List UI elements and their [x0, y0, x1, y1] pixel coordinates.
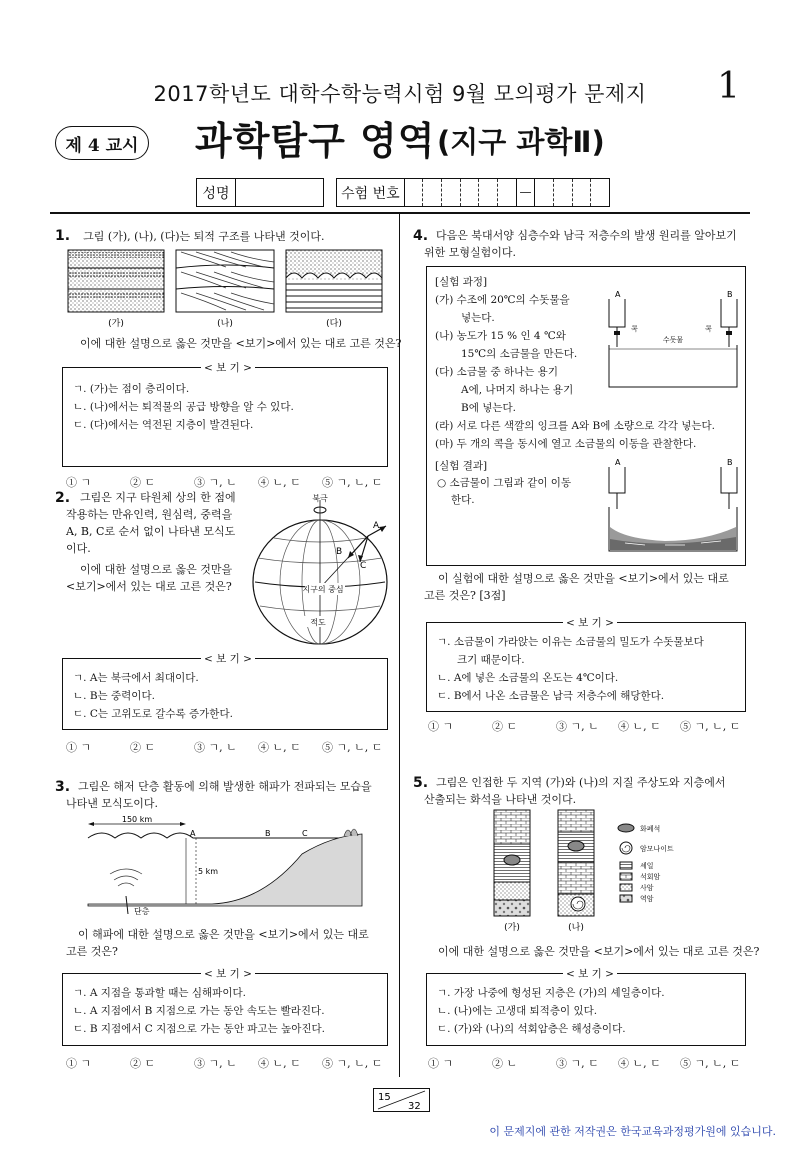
earth-center-label: 지구의 중심 [302, 585, 344, 594]
text-line: 이다. [66, 542, 91, 555]
bogi-title: < 보 기 > [563, 615, 617, 630]
bogi-box [426, 617, 746, 712]
depth-label: 5 km [198, 867, 219, 876]
tap-water-label: 수돗물 [662, 336, 684, 344]
question-5 [413, 772, 428, 791]
subject-title: 과학탐구 영역 [195, 119, 436, 163]
bogi-item: ㄱ. 가장 나중에 형성된 지층은 (가)의 셰일층이다. [437, 987, 665, 999]
digit-cell[interactable] [535, 179, 554, 206]
result-title: [실험 결과] [435, 460, 488, 472]
page-number-top: 1 [717, 66, 740, 107]
procedure-step: 15℃의 소금물을 만든다. [461, 348, 578, 360]
label-na: (나) [217, 319, 233, 329]
bogi-box [62, 653, 388, 730]
bogi-item: ㄷ. C는 고위도로 갈수록 증가한다. [73, 708, 233, 720]
procedure-step: (나) 농도가 15 % 인 4 ℃와 [435, 330, 566, 342]
procedure-step: (가) 수조에 20℃의 수돗물을 [435, 294, 570, 306]
choice-2[interactable]: ② ㄷ [130, 1057, 156, 1070]
question-prompt [424, 570, 729, 604]
choice-5[interactable]: ⑤ ㄱ, ㄴ, ㄷ [322, 741, 383, 754]
question-text [80, 489, 236, 506]
bogi-item: ㄴ. (나)에는 고생대 퇴적층이 있다. [437, 1005, 598, 1017]
question-text: 그림 (가), (나), (다)는 퇴적 구조를 나타낸 것이다. [83, 230, 325, 243]
dash-cell [517, 179, 536, 206]
exam-number-field[interactable] [336, 178, 610, 207]
distance-label: 150 km [121, 815, 153, 824]
bogi-title: < 보 기 > [201, 651, 255, 666]
digit-cell[interactable] [442, 179, 461, 206]
label-da: (다) [326, 319, 342, 329]
procedure-step: (마) 두 개의 콕을 동시에 열고 소금물의 이동을 관찰한다. [435, 438, 697, 450]
legend-item: 화폐석 [640, 825, 661, 833]
cock-label-left: 콕 [631, 325, 638, 333]
answer-choices [66, 1055, 382, 1071]
question-text: 다음은 북대서양 심층수와 남극 저층수의 발생 원리를 알아보기 [436, 229, 737, 242]
bogi-box [426, 968, 746, 1046]
text-line: <보기>에서 있는 대로 고른 것은? [66, 580, 232, 593]
choice-1[interactable]: ① ㄱ [66, 1057, 92, 1070]
question-text: 그림은 인접한 두 지역 (가)와 (나)의 지질 주상도와 지층에서 [436, 776, 726, 789]
procedure-step: A에, 나머지 하나는 용기 [461, 384, 574, 396]
label-na: (나) [568, 923, 584, 933]
procedure-step: 넣는다. [461, 312, 495, 324]
legend-item: 석회암 [640, 873, 661, 881]
digit-cell[interactable] [405, 179, 424, 206]
digit-cell[interactable] [479, 179, 498, 206]
header-rule [50, 212, 750, 214]
legend [618, 824, 674, 903]
bogi-title: < 보 기 > [201, 360, 255, 375]
earth-ellipsoid-figure [248, 488, 396, 648]
choice-5[interactable]: ⑤ ㄱ, ㄴ, ㄷ [680, 720, 741, 733]
column-ga [494, 810, 530, 916]
container-a-label: A [615, 458, 621, 467]
choice-5[interactable]: ⑤ ㄱ, ㄴ, ㄷ [680, 1057, 741, 1070]
digit-cell[interactable] [554, 179, 573, 206]
cock-label-right: 콕 [705, 325, 712, 333]
bogi-item: ㄱ. A 지점을 통과할 때는 심해파이다. [73, 987, 246, 999]
page-indicator [373, 1088, 430, 1112]
bogi-item: ㄷ. B 지점에서 C 지점으로 가는 동안 파고는 높아진다. [73, 1023, 325, 1035]
equator-label: 적도 [310, 618, 326, 627]
procedure-title: [실험 과정] [435, 276, 488, 288]
bogi-box [62, 968, 388, 1046]
question-4 [413, 225, 428, 244]
page-current: 15 [378, 1092, 391, 1103]
bogi-item: ㄴ. B는 중력이다. [73, 690, 155, 702]
digit-cell[interactable] [498, 179, 517, 206]
bogi-item: ㄴ. A 지점에서 B 지점으로 가는 동안 속도는 빨라진다. [73, 1005, 325, 1017]
question-number: 1. [55, 228, 71, 244]
question-text-cont: 나타낸 모식도이다. [66, 797, 159, 810]
bogi-title: < 보 기 > [563, 966, 617, 981]
procedure-step: (다) 소금물 중 하나는 용기 [435, 366, 558, 378]
point-b-label: B [265, 829, 271, 838]
exam-number-label: 수험 번호 [337, 179, 405, 206]
text-line: 고른 것은? [3점] [424, 589, 506, 602]
question-number: 4. [413, 228, 429, 244]
dash: — [519, 185, 532, 199]
bogi-item: ㄴ. (나)에서는 퇴적물의 공급 방향을 알 수 있다. [73, 401, 294, 413]
text-line: 이 실험에 대한 설명으로 옳은 것만을 <보기>에서 있는 대로 [438, 572, 729, 585]
choice-4[interactable]: ④ ㄴ, ㄷ [258, 476, 301, 489]
subject-subtitle: (지구 과학Ⅱ) [437, 125, 605, 159]
choice-3[interactable]: ③ ㄱ, ㄴ [194, 1057, 237, 1070]
digit-cell[interactable] [573, 179, 592, 206]
question-3 [55, 776, 70, 795]
legend-item: 사암 [640, 884, 654, 892]
fault-label: 단층 [134, 907, 150, 916]
session-badge: 제 4 교시 [55, 126, 149, 160]
question-text: 그림은 해저 단층 활동에 의해 발생한 해파가 전파되는 모습을 [78, 780, 372, 793]
bogi-item: ㄱ. A는 북극에서 최대이다. [73, 672, 199, 684]
question-prompt: 이에 대한 설명으로 옳은 것만을 <보기>에서 있는 대로 고른 것은? [438, 945, 760, 958]
procedure-step: (라) 서로 다른 색깔의 잉크를 A와 B에 소량으로 각각 넣는다. [435, 420, 716, 432]
digit-cell[interactable] [461, 179, 480, 206]
text-line: 고른 것은? [66, 945, 118, 958]
force-a-label: A [373, 521, 380, 531]
figure-da [286, 250, 382, 312]
choice-4[interactable]: ④ ㄴ, ㄷ [258, 741, 301, 754]
choice-1[interactable]: ① ㄱ [428, 720, 454, 733]
bogi-item: ㄱ. 소금물이 가라앉는 이유는 소금물의 밀도가 수돗물보다 [437, 636, 704, 648]
answer-choices [66, 739, 382, 755]
choice-1[interactable]: ① ㄱ [66, 476, 92, 489]
container-a-label: A [615, 290, 621, 299]
question-text-cont [66, 506, 235, 557]
choice-5[interactable]: ⑤ ㄱ, ㄴ, ㄷ [322, 1057, 383, 1070]
choice-4[interactable]: ④ ㄴ, ㄷ [258, 1057, 301, 1070]
apparatus-figure [605, 287, 741, 397]
choice-2[interactable]: ② ㄷ [130, 741, 156, 754]
bogi-title: < 보 기 > [201, 966, 255, 981]
container-b-label: B [727, 458, 733, 467]
text-line: 작용하는 만유인력, 원심력, 중력을 [66, 508, 233, 521]
question-text-cont: 산출되는 화석을 나타낸 것이다. [424, 793, 577, 806]
force-c-label: C [360, 561, 367, 571]
container-b-label: B [727, 290, 733, 299]
bogi-box [62, 362, 388, 467]
bogi-item-cont: 크기 때문이다. [457, 654, 525, 666]
legend-item: 셰일 [640, 862, 654, 870]
bogi-item: ㄴ. A에 넣은 소금물의 온도는 4℃이다. [437, 672, 619, 684]
question-number: 3. [55, 779, 71, 795]
choice-1[interactable]: ① ㄱ [428, 1057, 454, 1070]
question-prompt [66, 561, 232, 595]
bogi-item: ㄱ. (가)는 점이 층리이다. [73, 383, 190, 395]
bogi-item: ㄷ. (가)와 (나)의 석회암층은 해성층이다. [437, 1023, 626, 1035]
question-prompt: 이에 대한 설명으로 옳은 것만을 <보기>에서 있는 대로 고른 것은? [80, 337, 402, 350]
text-line: 이에 대한 설명으로 옳은 것만을 [80, 563, 233, 576]
bogi-item: ㄷ. B에서 나온 소금물은 남극 저층수에 해당한다. [437, 690, 665, 702]
force-b-label: B [336, 547, 343, 557]
copyright-notice: 이 문제지에 관한 저작권은 한국교육과정평가원에 있습니다. [489, 1125, 776, 1138]
question-number: 2. [55, 490, 71, 506]
exam-title: 2017학년도 대학수학능력시험 9월 모의평가 문제지 [153, 82, 647, 106]
tsunami-figure [82, 814, 372, 920]
text-line: 이 해파에 대한 설명으로 옳은 것만을 <보기>에서 있는 대로 [78, 928, 369, 941]
name-label: 성명 [197, 179, 236, 206]
answer-choices [428, 718, 740, 734]
choice-4[interactable]: ④ ㄴ, ㄷ [618, 1057, 661, 1070]
choice-3[interactable]: ③ ㄱ, ㄴ [194, 476, 237, 489]
text-line: A, B, C로 순서 없이 나타낸 모식도 [66, 525, 236, 538]
label-ga: (가) [108, 319, 124, 329]
experiment-box [426, 266, 746, 566]
choice-3[interactable]: ③ ㄱ, ㄴ [194, 741, 237, 754]
result-figure [605, 457, 741, 557]
choice-4[interactable]: ④ ㄴ, ㄷ [618, 720, 661, 733]
choice-3[interactable]: ③ ㄱ, ㄴ [556, 720, 599, 733]
legend-item: 암모나이트 [640, 845, 674, 853]
result-line: 한다. [451, 494, 475, 506]
choice-2[interactable]: ② ㄴ [492, 1057, 518, 1070]
choice-1[interactable]: ① ㄱ [66, 741, 92, 754]
north-pole-label: 북극 [312, 494, 328, 503]
question-number: 5. [413, 775, 429, 791]
question-prompt [66, 926, 369, 960]
answer-choices [428, 1055, 740, 1071]
page-total: 32 [408, 1101, 421, 1112]
choice-5[interactable]: ⑤ ㄱ, ㄴ, ㄷ [322, 476, 383, 489]
question-text-cont: 위한 모형실험이다. [424, 246, 517, 259]
label-ga: (가) [504, 923, 520, 933]
text-line: 그림은 지구 타원체 상의 한 점에 [80, 491, 236, 504]
figure-na [176, 250, 274, 312]
column-na [558, 810, 594, 916]
choice-2[interactable]: ② ㄷ [130, 476, 156, 489]
question-2 [55, 487, 70, 506]
name-field[interactable] [196, 178, 324, 207]
point-a-label: A [190, 829, 196, 838]
choice-2[interactable]: ② ㄷ [492, 720, 518, 733]
digit-cell[interactable] [591, 179, 609, 206]
result-line: ○ 소금물이 그림과 같이 이동 [437, 477, 572, 489]
figure-ga [68, 250, 164, 312]
bogi-item: ㄷ. (다)에서는 역전된 지층이 발견된다. [73, 419, 254, 431]
digit-cell[interactable] [423, 179, 442, 206]
sedimentary-structures-figure [66, 248, 386, 330]
choice-3[interactable]: ③ ㄱ, ㄷ [556, 1057, 599, 1070]
legend-item: 역암 [640, 895, 654, 903]
point-c-label: C [302, 829, 308, 838]
stratigraphic-column-figure [486, 806, 696, 936]
question-1 [55, 225, 325, 245]
procedure-step: B에 넣는다. [461, 402, 516, 414]
